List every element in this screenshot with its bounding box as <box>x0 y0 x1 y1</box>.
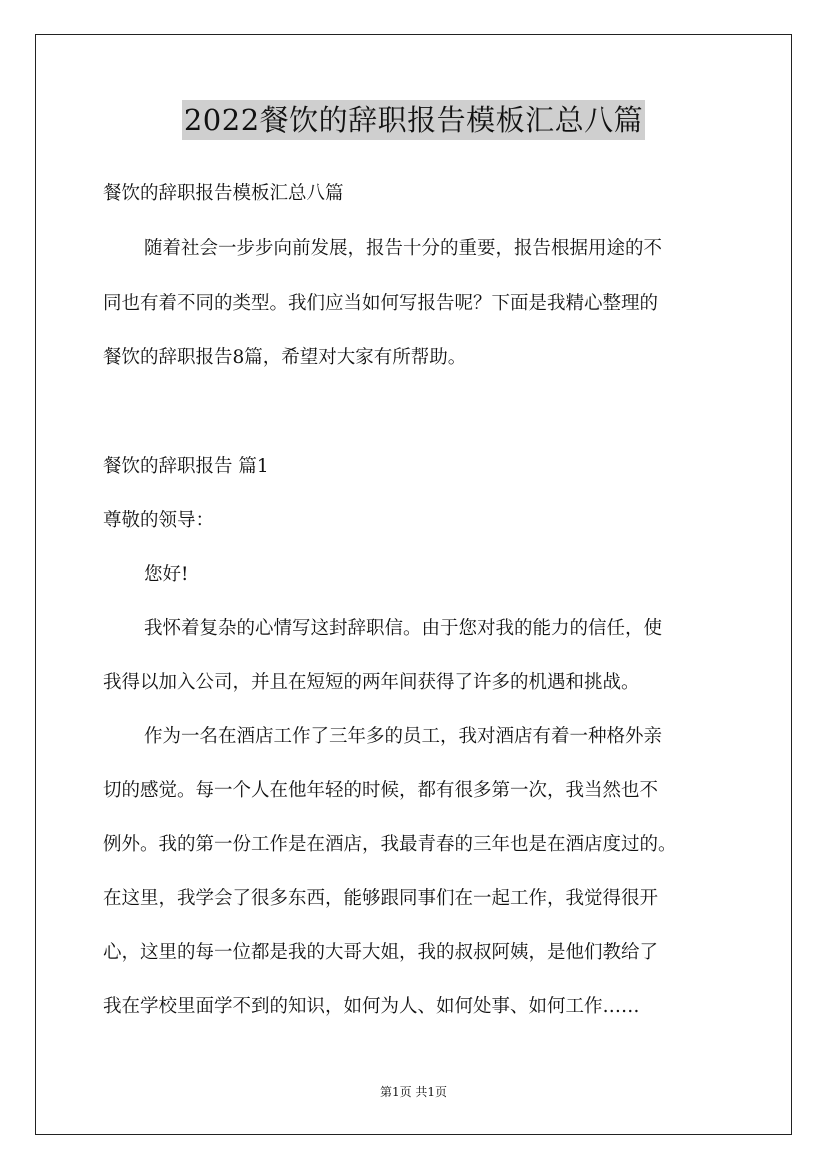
title-container <box>0 100 827 140</box>
document-subtitle: 餐饮的辞职报告模板汇总八篇 <box>103 183 344 204</box>
paragraph-2-line-5: 心，这里的每一位都是我的大哥大姐，我的叔叔阿姨，是他们教给了 <box>103 942 659 963</box>
paragraph-1-line-1: 我怀着复杂的心情写这封辞职信。由于您对我的能力的信任，使 <box>144 618 663 639</box>
intro-line-2: 同也有着不同的类型。我们应当如何写报告呢？下面是我精心整理的 <box>103 293 659 314</box>
paragraph-2-line-6: 我在学校里面学不到的知识，如何为人、如何处事、如何工作…… <box>103 996 640 1017</box>
paragraph-2-line-4: 在这里，我学会了很多东西，能够跟同事们在一起工作，我觉得很开 <box>103 888 659 909</box>
intro-line-1: 随着社会一步步向前发展，报告十分的重要，报告根据用途的不 <box>144 238 663 259</box>
paragraph-2-line-3: 例外。我的第一份工作是在酒店，我最青春的三年也是在酒店度过的。 <box>103 834 677 855</box>
salutation: 尊敬的领导： <box>103 510 215 531</box>
greeting: 您好! <box>144 564 189 585</box>
paragraph-2-line-1: 作为一名在酒店工作了三年多的员工，我对酒店有着一种格外亲 <box>144 726 663 747</box>
page-footer: 第1页 共1页 <box>379 1085 448 1099</box>
intro-line-3: 餐饮的辞职报告8篇，希望对大家有所帮助。 <box>103 347 467 368</box>
paragraph-2-line-2: 切的感觉。每一个人在他年轻的时候，都有很多第一次，我当然也不 <box>103 780 659 801</box>
paragraph-1-line-2: 我得以加入公司，并且在短短的两年间获得了许多的机遇和挑战。 <box>103 672 640 693</box>
section-heading: 餐饮的辞职报告 篇1 <box>103 456 269 477</box>
document-title: 2022餐饮的辞职报告模板汇总八篇 <box>182 100 645 140</box>
